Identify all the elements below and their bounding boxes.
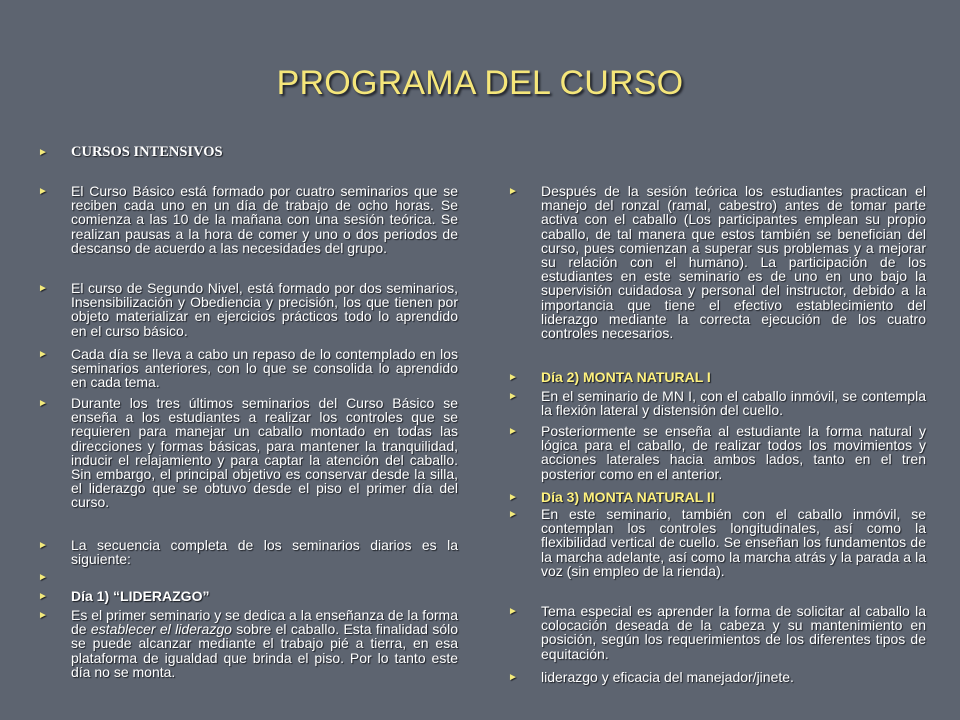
list-item: [508, 604, 926, 661]
paragraph: La secuencia completa de los seminarios diarios es la siguiente:: [71, 537, 458, 568]
list-item: [508, 424, 926, 481]
slide-title: PROGRAMA DEL CURSO: [276, 64, 684, 102]
day-heading: Día 1) “LIDERAZGO”: [71, 588, 210, 604]
list-item: [38, 145, 458, 159]
paragraph-part: Es el primer seminario y se dedica a la enseñanza de la forma de: [71, 607, 458, 638]
section-heading: CURSOS INTENSIVOS: [71, 144, 223, 160]
paragraph: El curso de Segundo Nivel, está formado por dos seminarios, Insensibilización y Obediencia y precisión, los que tienen por objeto materializar en ejercicios prácticos todo lo aprendido en el curso básico.: [71, 280, 458, 339]
bullet-arrow-icon: ►: [38, 610, 48, 621]
paragraph-part: sobre el caballo. Esta finalidad sólo se puede alcanzar mediante el trabajo pié a tierra, en esa plataforma de igualdad que brinda el piso. Por lo tanto este día no se monta.: [71, 621, 458, 680]
bullet-arrow-icon: ►: [38, 540, 48, 551]
list-item: [38, 347, 458, 390]
paragraph: En este seminario, también con el caballo inmóvil, se contemplan los controles longitudinales, así como la flexibilidad vertical de cuello. Se enseñan los fundamentos de la marcha adelante, así como la marcha atrás y la parada a la voz (sin empleo de la rienda).: [541, 506, 926, 579]
bullet-arrow-icon: ►: [508, 492, 518, 503]
list-item: [508, 507, 926, 578]
bullet-arrow-icon: ►: [38, 349, 48, 360]
paragraph: [71, 608, 458, 679]
day-heading: Día 3) MONTA NATURAL II: [541, 489, 715, 505]
paragraph: En el seminario de MN I, con el caballo inmóvil, se contempla la flexión lateral y distensión del cuello.: [541, 388, 926, 419]
bullet-arrow-icon: ►: [508, 426, 518, 437]
paragraph: Durante los tres últimos seminarios del Curso Básico se enseña a los estudiantes a realizar los controles que se requieren para manejar un caballo montado en todas las direcciones y formas básicas, para mantener la tranquilidad, inducir el relajamiento y para captar la atención del caballo. Sin embargo, el principal objetivo es conservar desde la silla, el liderazgo que se obtuvo desde el piso el primer día del curso.: [71, 395, 458, 511]
bullet-arrow-icon: ►: [38, 147, 48, 158]
paragraph: Tema especial es aprender la forma de solicitar al caballo la colocación deseada de la cabeza y su mantenimiento en posición, según los requerimientos de los diferentes tipos de equitación.: [541, 603, 926, 662]
bullet-arrow-icon: ►: [38, 283, 48, 294]
list-item: [508, 370, 926, 384]
list-item: [508, 490, 926, 504]
bullet-arrow-icon: ►: [508, 391, 518, 402]
bullet-arrow-icon: ►: [508, 186, 518, 197]
list-item: [38, 589, 458, 603]
list-item: [38, 281, 458, 338]
list-item: [508, 670, 926, 684]
paragraph: Después de la sesión teórica los estudiantes practican el manejo del ronzal (ramal, cabestro) antes de tomar parte activa con el caballo (Los participantes emplean su propio caballo, de tal manera que estos también se benefician del curso, pues comienzan a superar sus problemas y a mejorar su relación con el humano). La participación de los estudiantes en este seminario es de uno en uno bajo la supervisión cuidadosa y personal del instructor, debido a la importancia que tiene el efectivo establecimiento del liderazgo mediante la correcta ejecución de los cuatro controles necesarios.: [541, 183, 926, 342]
bullet-arrow-icon: ►: [38, 186, 48, 197]
paragraph: Cada día se lleva a cabo un repaso de lo contemplado en los seminarios anteriores, con lo que se consolida lo aprendido en cada tema.: [71, 346, 458, 391]
list-item: [38, 184, 458, 255]
emphasis-text: establecer el liderazgo: [90, 621, 232, 638]
list-item: [508, 184, 926, 340]
bullet-arrow-icon: ►: [38, 398, 48, 409]
bullet-arrow-icon: ►: [38, 572, 48, 583]
paragraph: El Curso Básico está formado por cuatro seminarios que se reciben cada uno en un día de trabajo de ocho horas. Se comienza a las 10 de la mañana con una sesión teórica. Se realizan pausas a la hora de comer y uno o dos periodos de descanso de acuerdo a las necesidades del grupo.: [71, 183, 458, 256]
paragraph: liderazgo y eficacia del manejador/jinete.: [541, 669, 794, 685]
list-item: [38, 538, 458, 566]
paragraph: Posteriormente se enseña al estudiante la forma natural y lógica para el caballo, de realizar todos los movimientos y acciones laterales hacia ambos lados, tanto en el tren posterior como en el anterior.: [541, 423, 926, 482]
day-heading: Día 2) MONTA NATURAL I: [541, 369, 711, 385]
bullet-arrow-icon: ►: [508, 509, 518, 520]
bullet-arrow-icon: ►: [508, 606, 518, 617]
list-item: [38, 608, 458, 679]
bullet-arrow-icon: ►: [508, 672, 518, 683]
list-item: [38, 396, 458, 510]
bullet-arrow-icon: ►: [508, 372, 518, 383]
list-item: [508, 389, 926, 417]
bullet-arrow-icon: ►: [38, 591, 48, 602]
